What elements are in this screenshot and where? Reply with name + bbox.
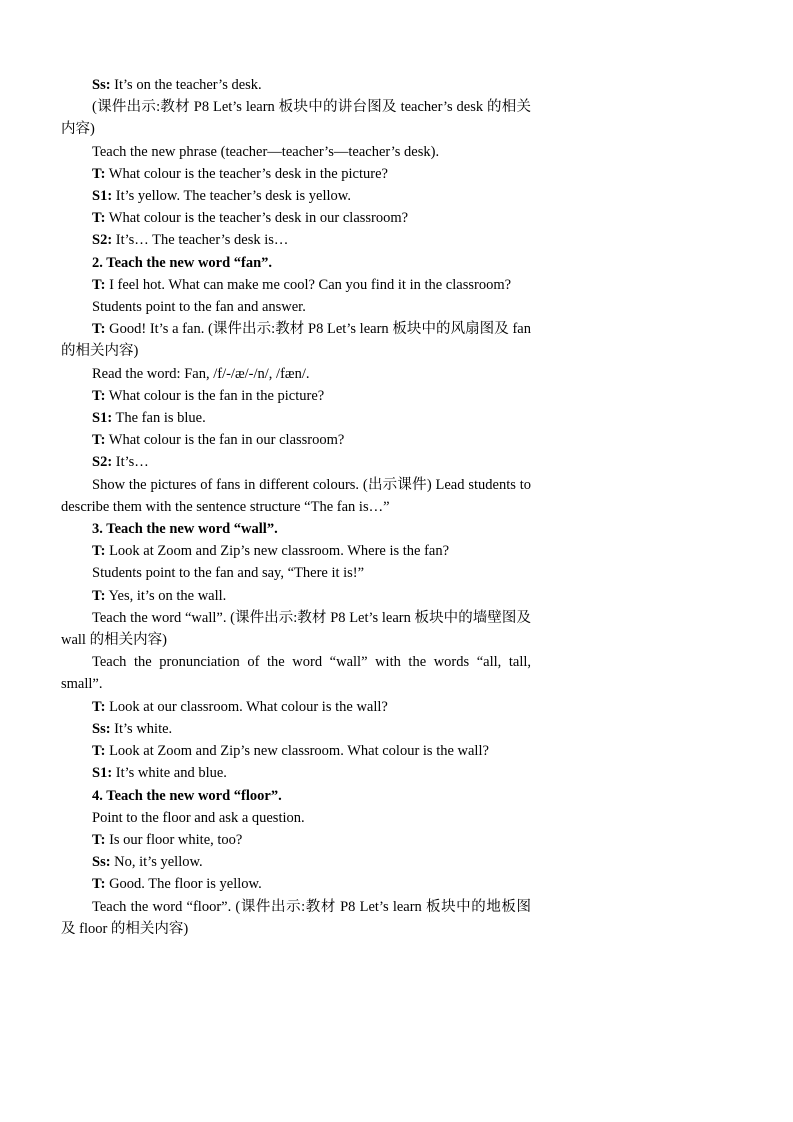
- speaker-label: T:: [92, 210, 106, 227]
- line-text: Good! It’s a fan. (课件出示:教材 P8 Let’s learn 板块中的风扇图及 fan 的相关内容): [61, 321, 531, 360]
- dialogue-line: [61, 740, 531, 762]
- line-text: Look at Zoom and Zip’s new classroom. What colour is the wall?: [105, 743, 489, 760]
- dialogue-line: [61, 585, 531, 607]
- dialogue-line: [61, 185, 531, 207]
- line-text: Students point to the fan and say, “There it is!”: [92, 565, 365, 582]
- instruction-line: [61, 807, 531, 829]
- dialogue-line: [61, 873, 531, 895]
- instruction-line: [61, 607, 531, 651]
- speaker-label: T:: [92, 587, 106, 604]
- line-text: Teach the word “floor”. (课件出示:教材 P8 Let’s learn 板块中的地板图及 floor 的相关内容): [61, 898, 531, 937]
- dialogue-line: [61, 851, 531, 873]
- section-heading: 4. Teach the new word “floor”.: [92, 787, 282, 804]
- speaker-label: T:: [92, 432, 106, 449]
- line-text: It’s white and blue.: [112, 765, 227, 782]
- line-text: Teach the word “wall”. (课件出示:教材 P8 Let’s learn 板块中的墙壁图及 wall 的相关内容): [61, 609, 531, 649]
- line-text: What colour is the fan in our classroom?: [105, 432, 345, 449]
- line-text: Students point to the fan and answer.: [92, 299, 306, 316]
- line-text: Show the pictures of fans in different colours. (出示课件) Lead students to describe them with the sentence structure “The fan is…”: [61, 476, 531, 515]
- line-text: It’s yellow. The teacher’s desk is yellow.: [112, 188, 351, 205]
- speaker-label: S1:: [92, 188, 113, 205]
- instruction-line: [61, 562, 531, 584]
- line-text: What colour is the teacher’s desk in the picture?: [105, 165, 388, 182]
- dialogue-line: [61, 696, 531, 718]
- line-text: Teach the pronunciation of the word “wall” with the words “all, tall, small”.: [61, 654, 531, 693]
- line-text: It’s… The teacher’s desk is…: [112, 232, 289, 249]
- dialogue-line: [61, 407, 531, 429]
- line-text: It’s…: [112, 454, 149, 471]
- dialogue-line: [61, 540, 531, 562]
- line-text: It’s white.: [110, 720, 173, 737]
- speaker-label: S1:: [92, 765, 113, 782]
- line-text: Good. The floor is yellow.: [105, 876, 262, 893]
- dialogue-line: [61, 829, 531, 851]
- speaker-label: Ss:: [92, 720, 111, 737]
- instruction-line: [61, 296, 531, 318]
- dialogue-line: [61, 385, 531, 407]
- courseware-note: [61, 96, 531, 140]
- line-text: Look at our classroom. What colour is the wall?: [105, 698, 388, 715]
- dialogue-line: [61, 207, 531, 229]
- line-text: Look at Zoom and Zip’s new classroom. Where is the fan?: [105, 543, 450, 560]
- speaker-label: T:: [92, 743, 106, 760]
- dialogue-line: [61, 163, 531, 185]
- line-text: No, it’s yellow.: [110, 854, 203, 871]
- speaker-label: T:: [92, 387, 106, 404]
- dialogue-line: [61, 74, 531, 96]
- speaker-label: T:: [92, 276, 106, 293]
- document-body: [61, 74, 531, 940]
- line-text: The fan is blue.: [112, 410, 206, 427]
- dialogue-line: [61, 318, 531, 362]
- speaker-label: T:: [92, 321, 106, 338]
- instruction-line: [61, 896, 531, 940]
- dialogue-line: [61, 762, 531, 784]
- instruction-line: [61, 474, 531, 518]
- section-heading: 3. Teach the new word “wall”.: [92, 521, 278, 538]
- speaker-label: T:: [92, 543, 106, 560]
- line-text: What colour is the fan in the picture?: [105, 387, 325, 404]
- speaker-label: T:: [92, 876, 106, 893]
- line-text: I feel hot. What can make me cool? Can you find it in the classroom?: [105, 276, 512, 293]
- speaker-label: S1:: [92, 410, 113, 427]
- speaker-label: T:: [92, 165, 106, 182]
- instruction-line: [61, 141, 531, 163]
- line-text: Yes, it’s on the wall.: [105, 587, 227, 604]
- speaker-label: S2:: [92, 454, 113, 471]
- line-text: (课件出示:教材 P8 Let’s learn 板块中的讲台图及 teacher’s desk 的相关内容): [61, 99, 531, 138]
- speaker-label: Ss:: [92, 77, 111, 93]
- speaker-label: T:: [92, 831, 106, 848]
- line-text: Is our floor white, too?: [105, 831, 243, 848]
- speaker-label: Ss:: [92, 854, 111, 871]
- speaker-label: T:: [92, 698, 106, 715]
- line-text: Read the word: Fan, /f/-/æ/-/n/, /fæn/.: [92, 365, 310, 382]
- dialogue-line: [61, 718, 531, 740]
- line-text: Point to the floor and ask a question.: [92, 809, 305, 826]
- dialogue-line: [61, 229, 531, 251]
- dialogue-line: [61, 429, 531, 451]
- instruction-line: [61, 651, 531, 695]
- instruction-line: [61, 363, 531, 385]
- line-text: Teach the new phrase (teacher—teacher’s—teacher’s desk).: [92, 143, 440, 160]
- speaker-label: S2:: [92, 232, 113, 249]
- line-text: It’s on the teacher’s desk.: [110, 77, 262, 93]
- dialogue-line: [61, 451, 531, 473]
- line-text: What colour is the teacher’s desk in our classroom?: [105, 210, 409, 227]
- section-heading: 2. Teach the new word “fan”.: [92, 254, 273, 271]
- dialogue-line: [61, 274, 531, 296]
